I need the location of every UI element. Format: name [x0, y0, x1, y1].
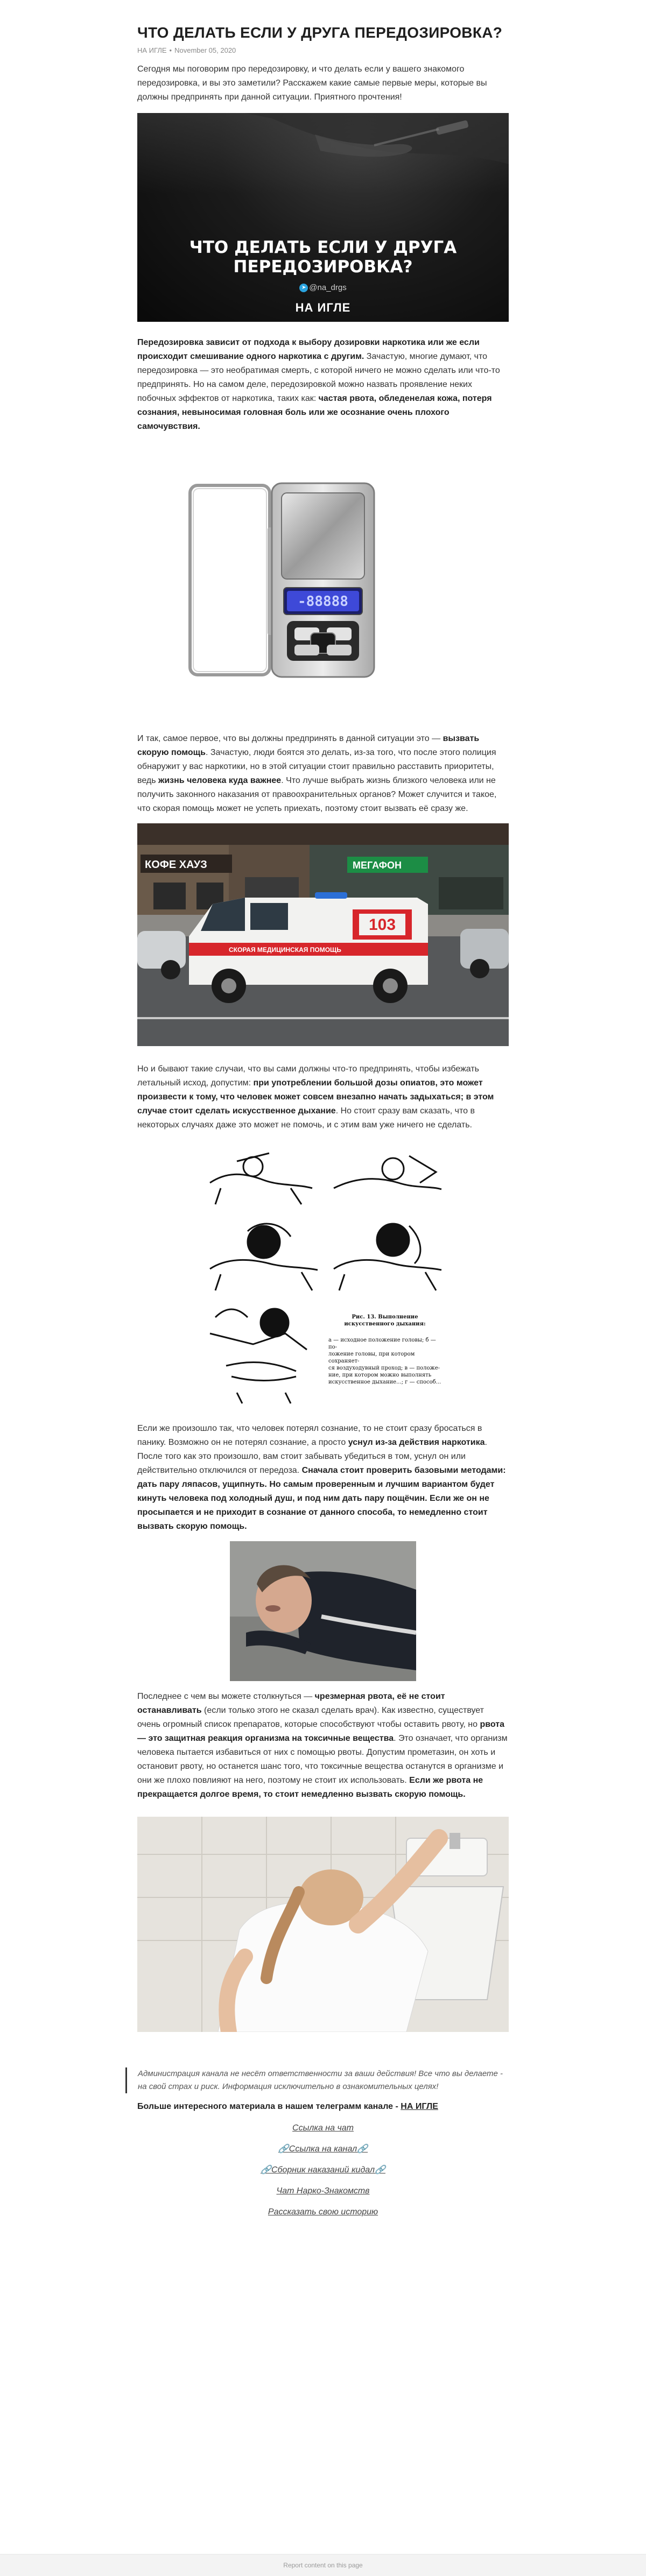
para3-text-1: И так, самое первое, что вы должны предпринять в данной ситуации это —	[137, 734, 443, 743]
link-chat[interactable]: Ссылка на чат	[292, 2123, 354, 2133]
para4-bold-1: при употреблении большой дозы опиатов, это может произвести к тому, что человек может совсем внезапно начать задыхаться; в этом случае стоит сделать искусственное дыхание	[137, 1078, 494, 1116]
telegram-icon: ➤	[299, 284, 308, 292]
cpr-illustration	[194, 1140, 452, 1414]
para6-text-3: . Это означает, что организм человека пытается избавиться от них с помощью рвоты. Допустим прометазин, он хоть и остановит рвоту, но останется шанс того, что токсичные вещества останутся в организме и они же плохо повлияют на него, поэтому не стоит их использовать.	[137, 1734, 508, 1785]
para4-text-2: . Но стоит сразу вам сказать, что в некоторых случаях даже это может не помочь, и с этим вам уже ничего не сделать.	[137, 1106, 475, 1130]
para5-text-2: . После того как это произошло, вам стоит забывать убедиться в том, уснул он или действительно отключился от передоза.	[137, 1438, 487, 1475]
para6-text-2: (если только этого не сказал сделать врач). Как известно, существует очень огромный список препаратов, которые способствуют чтобы оставить рвоту, но	[137, 1706, 484, 1729]
ambulance-number: 103	[368, 916, 396, 934]
cpr-caption	[328, 1307, 441, 1393]
telegram-channel-link[interactable]: НА ИГЛЕ	[401, 2102, 438, 2111]
para3-text-3: . Что лучше выбрать жизнь близкого человека или не получить законного наказания от правоохранительных органов? Может случится и такое, что скорая помощь может не успеть приехать, поэтому стоит вызвать её сразу же.	[137, 776, 497, 813]
disclaimer-quote: Администрация канала не несёт ответственности за ваши действия! Все что вы делаете - на свой страх и риск. Информация исключительно в ознакомительных целях!	[125, 2067, 509, 2093]
report-content-link[interactable]: Report content on this page	[283, 2561, 363, 2569]
author-link[interactable]: НА ИГЛЕ	[137, 46, 167, 54]
pocket-scale-image	[137, 463, 509, 689]
link-channel[interactable]: 🔗Ссылка на канал🔗	[278, 2144, 368, 2154]
cover-title	[137, 238, 509, 277]
para5-bold-1: уснул из-за действия наркотика	[348, 1438, 485, 1447]
publish-date: November 05, 2020	[174, 46, 236, 54]
para5-text-1: Если же произошло так, что человек потерял сознание, то не стоит сразу бросаться в панику. Возможно он не потерял сознание, а просто	[137, 1424, 482, 1447]
link-dating-chat[interactable]: Чат Нарко-Знакомств	[276, 2186, 370, 2196]
vomiting-woman-photo	[137, 1817, 509, 2032]
link-scammers-collection[interactable]: 🔗Сборник наказаний кидал🔗	[261, 2165, 385, 2175]
paragraph-artificial-breathing	[137, 1062, 509, 1132]
para5-bold-2: Сначала стоит проверить базовыми методами: дать пару ляпасов, ущипнуть. Но самым проверенным и лучшим вариантом будет кинуть человека под холодный душ, и под ним дать пару пощёчин. Если же он не просыпается и не приходит в сознание от данного способа, то немедленно стоит вызвать скорую помощь.	[137, 1466, 506, 1531]
link-tell-story[interactable]: Рассказать свою историю	[268, 2207, 378, 2217]
para6-text-1: Последнее с чем вы можете столкнуться —	[137, 1692, 315, 1701]
paragraph-call-ambulance	[137, 732, 509, 816]
ambulance-illustration	[137, 823, 509, 1046]
link-list	[137, 2121, 509, 2219]
sign-megafon: МЕГАФОН	[353, 860, 402, 871]
telegram-promo	[137, 2100, 509, 2114]
sign-coffee-house: КОФЕ ХАУЗ	[145, 859, 207, 871]
pocket-scale-icon	[137, 463, 509, 689]
para3-text-2: . Зачастую, люди боятся это делать, из-за того, что после этого полиция обнаружит у вас наркотики, но в этой ситуации стоит правильно расставить приоритеты, ведь	[137, 748, 496, 785]
cover-handle-text: @na_drgs	[309, 283, 347, 292]
cover-title-line-2: ПЕРЕДОЗИРОВКА?	[233, 257, 413, 277]
para6-bold-3: Если же рвота не прекращается долгое время, то стоит немедленно вызвать скорую помощь.	[137, 1776, 483, 1799]
unconscious-man-photo	[230, 1541, 416, 1681]
para3-bold-1: вызвать скорую помощь	[137, 734, 480, 757]
para3-bold-2: жизнь человека куда важнее	[158, 776, 282, 785]
paragraph-overdose-definition	[137, 336, 509, 434]
article	[137, 0, 509, 2226]
cpr-caption-body: а — исходное положение головы; б — по- ложение головы, при котором сохраняет- ся воздуходувный проход; в — положе- ние, при котором можно выполнять искусственное дыхание...; г — способ...	[328, 1337, 441, 1385]
para4-text-1: Но и бывают такие случаи, что вы сами должны что-то предпринять, чтобы избежать летальный исход, допустим:	[137, 1064, 479, 1088]
unconscious-man-illustration	[230, 1541, 416, 1681]
ambulance-stripe-text: СКОРАЯ МЕДИЦИНСКАЯ ПОМОЩЬ	[229, 946, 341, 954]
ambulance-photo	[137, 823, 509, 1046]
cover-title-line-1: ЧТО ДЕЛАТЬ ЕСЛИ У ДРУГА	[189, 238, 457, 257]
para6-bold-1: чрезмерная рвота, её не стоит останавливать	[137, 1692, 445, 1715]
meta-separator: •	[169, 46, 172, 54]
para2-bold-1: Передозировка зависит от подхода к выбору дозировки наркотика или же если происходит смешивание одного наркотика с другим.	[137, 338, 480, 361]
scale-display-reading: -88888	[298, 594, 348, 610]
page-title: ЧТО ДЕЛАТЬ ЕСЛИ У ДРУГА ПЕРЕДОЗИРОВКА?	[137, 24, 503, 41]
cpr-caption-title: Рис. 13. Выполнение искусственного дыхания:	[344, 1314, 426, 1327]
report-content-bar	[0, 2554, 646, 2576]
paragraph-vomiting	[137, 1690, 509, 1802]
para2-text-1: Зачастую, многие думают, что передозировка — это необратимая смерть, с которой ничего не можно сделать или что-то предпринять. Но на самом деле, передозировкой можно назвать проявление неких побочных эффектов от наркотика, таких как:	[137, 352, 500, 403]
cover-handle	[137, 283, 509, 292]
cover-logo: НА ИГЛЕ	[295, 301, 351, 314]
telegram-promo-text: Больше интересного материала в нашем телеграмм канале -	[137, 2102, 401, 2111]
cover-image	[137, 113, 509, 322]
vomiting-woman-illustration	[137, 1817, 509, 2032]
paragraph-lost-consciousness	[137, 1422, 509, 1534]
intro-paragraph: Сегодня мы поговорим про передозировку, и что делать если у вашего знакомого передозировка, и вы это заметили? Расскажем какие самые первые меры, которые вы должны предпринять при данной ситуации. Приятного прочтения!	[137, 65, 487, 102]
para6-bold-2: рвота — это защитная реакция организма на токсичные вещества	[137, 1720, 504, 1743]
article-meta	[137, 46, 509, 56]
para2-bold-2: частая рвота, обледенелая кожа, потеря сознания, невыносимая головная боль или же осознание очень плохого самочувствия.	[137, 394, 492, 431]
